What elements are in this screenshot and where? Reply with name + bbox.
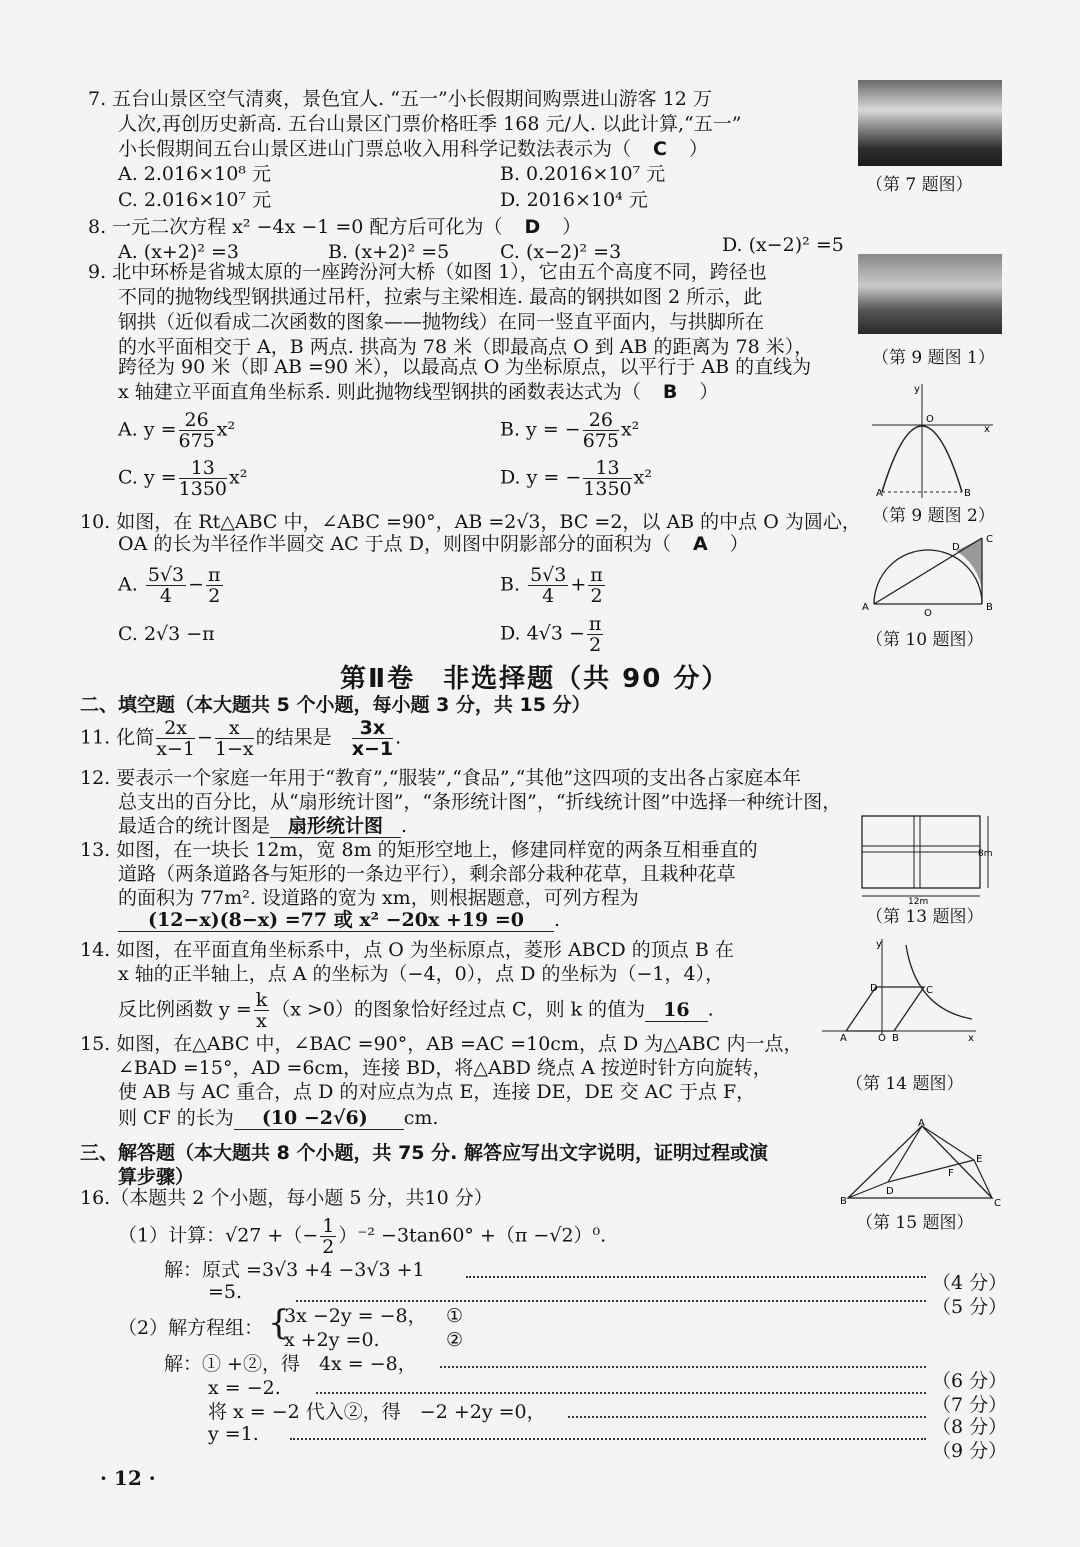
q10-line2: OA 的长为半径作半圆交 AC 于点 D，则图中阴影部分的面积为（ A ） (118, 533, 749, 555)
q15-line1: 15. 如图，在△ABC 中，∠BAC =90°，AB =AC =10cm，点 D 为△ABC 内一点， (80, 1033, 803, 1055)
q16-dots-6 (290, 1438, 926, 1440)
q16-part2-label: （2）解方程组： (118, 1317, 264, 1339)
q13-fig-height-label: 8m (978, 849, 993, 859)
q7-line1: 7. 五台山景区空气清爽，景色宜人. “五一”小长假期间购票进山游客 12 万 (88, 88, 712, 110)
q13-rectangle-figure (858, 812, 1000, 904)
q15-fig-label-c: C (994, 1198, 1001, 1209)
q11-answer-den: x−1 (351, 738, 394, 760)
q15-caption: （第 15 题图） (856, 1213, 974, 1233)
q8-option-b: B. (x+2)² =5 (328, 241, 450, 263)
q15-fig-label-a: A (918, 1118, 925, 1129)
q14-caption: （第 14 题图） (846, 1074, 964, 1094)
q7-option-a: A. 2.016×10⁸ 元 (118, 163, 271, 185)
q16-score-5: （8 分） (932, 1416, 1008, 1438)
q7-answer: C (653, 138, 667, 160)
q8-option-a: A. (x+2)² =3 (118, 241, 240, 263)
q16-part1-problem: （1）计算：√27 +（− $\frac{1}{2}$ ）⁻² −3tan60° +（π −√2）⁰. (118, 1215, 607, 1258)
q14-fig-label-y: y (876, 939, 882, 950)
q15-line2: ∠BAD =15°，AD =6cm，连接 BD，将△ABD 绕点 A 按逆时针方向旋转， (118, 1057, 772, 1079)
page-number: · 12 · (100, 1466, 156, 1490)
q9-photo (858, 254, 1002, 334)
q9-fig-label-y: y (914, 384, 920, 395)
q9-parabola-figure (868, 380, 1000, 500)
q10-fig-label-d: D (952, 542, 960, 553)
q15-triangle-figure (840, 1118, 1002, 1210)
q10-semicircle-figure (860, 530, 1000, 620)
q14-fig-label-x: x (968, 1033, 974, 1044)
q16-part2-step2: x = −2. (208, 1377, 281, 1399)
q13-line3: 的面积为 77m². 设道路的宽为 xm，则根据题意，可列方程为 (118, 887, 639, 909)
q16-dots-1 (466, 1276, 926, 1278)
q13-answer: (12−x)(8−x) =77 或 x² −20x +19 =0 (118, 909, 554, 932)
q10-caption: （第 10 题图） (866, 630, 984, 650)
q15-fig-label-f: F (948, 1168, 954, 1179)
q8-line1: 8. 一元二次方程 x² −4x −1 =0 配方后可化为（ D ） (88, 216, 582, 238)
section2-heading: 二、填空题（本大题共 5 个小题，每小题 3 分，共 15 分） (80, 694, 591, 716)
q9-option-b: B. y = − $\frac{26}{675}$ x² (500, 409, 640, 452)
q9-option-a: A. y = $\frac{26}{675}$ x² (118, 409, 236, 452)
q16-brace: { (268, 1303, 290, 1343)
q10-answer: A (692, 533, 708, 555)
q8-option-c: C. (x−2)² =3 (500, 241, 622, 263)
q9-fig-label-a: A (876, 488, 883, 499)
q12-line3: 最适合的统计图是 扇形统计图 . (118, 815, 408, 837)
q14-fig-label-c: C (926, 985, 933, 996)
q11-answer-num: 3x (352, 718, 393, 739)
q7-caption: （第 7 题图） (866, 175, 973, 195)
q9-answer: B (662, 381, 678, 403)
q15-line3: 使 AB 与 AC 重合，点 D 的对应点为点 E，连接 DE，DE 交 AC 于点 F， (118, 1081, 756, 1103)
q9-option-d: D. y = − $\frac{13}{1350}$ x² (500, 457, 652, 500)
q16-part1-step1: 解：原式 =3√3 +4 −3√3 +1 (164, 1259, 425, 1281)
q16-score-4: （7 分） (932, 1394, 1008, 1416)
q7-photo (858, 80, 1002, 166)
q13-line4: (12−x)(8−x) =77 或 x² −20x +19 =0 . (118, 908, 560, 933)
q16-dots-5 (568, 1416, 926, 1418)
q13-line1: 13. 如图，在一块长 12m，宽 8m 的矩形空地上，修建同样宽的两条互相垂直的 (80, 839, 758, 861)
section3-heading-line2: 算步骤） (118, 1166, 195, 1188)
q8-option-d: D. (x−2)² =5 (722, 234, 844, 256)
q16-eq1: 3x −2y = −8， (284, 1305, 427, 1327)
q9-line3: 钢拱（近似看成二次函数的图象——抛物线）在同一竖直平面内，与拱脚所在 (118, 311, 765, 333)
q8-answer: D (524, 216, 541, 238)
q7-line3: 小长假期间五台山景区进山门票总收入用科学记数法表示为（ C ） (118, 138, 708, 160)
part2-title: 第Ⅱ卷 非选择题（共 90 分） (340, 664, 730, 694)
q9-line1: 9. 北中环桥是省城太原的一座跨汾河大桥（如图 1），它由五个高度不同，跨径也 (88, 261, 767, 283)
q9-line4: 的水平面相交于 A，B 两点. 拱高为 78 米（即最高点 O 到 AB 的距离为 78 米）， (118, 336, 814, 358)
q16-eq2: x +2y =0. (284, 1329, 380, 1351)
q7-line2: 人次,再创历史新高. 五台山景区门票价格旺季 168 元/人. 以此计算,“五一” (118, 113, 742, 135)
q16-mark2: ② (446, 1329, 464, 1351)
section3-heading-line1: 三、解答题（本大题共 8 个小题，共 75 分. 解答应写出文字说明，证明过程或演 (80, 1142, 768, 1164)
q14-rhombus-figure (820, 935, 980, 1045)
q9-caption2: （第 9 题图 2） (872, 506, 995, 526)
q11-line: 11. 化简 $\frac{2x}{x-1}$ − $\frac{x}{1-x}$ 的结果是 $\frac{3x}{x-1}$ . (80, 717, 402, 760)
q16-dots-2 (296, 1300, 926, 1302)
q16-part2-step4: y =1. (208, 1423, 259, 1445)
q16-score-1: （4 分） (932, 1272, 1008, 1294)
q16-heading: 16.（本题共 2 个小题，每小题 5 分，共10 分） (80, 1187, 493, 1209)
q16-dots-4 (316, 1392, 926, 1394)
q9-fig-label-x: x (984, 424, 990, 435)
q13-caption: （第 13 题图） (866, 907, 984, 927)
q16-score-2: （5 分） (932, 1296, 1008, 1318)
q9-option-c: C. y = $\frac{13}{1350}$ x² (118, 457, 248, 500)
q14-answer: 16 (645, 999, 707, 1022)
q9-line2: 不同的抛物线型钢拱通过吊杆，拉索与主梁相连. 最高的钢拱如图 2 所示，此 (118, 286, 763, 308)
q14-fig-label-d: D (870, 983, 878, 994)
q15-answer: (10 −2√6) (234, 1107, 404, 1130)
q12-answer: 扇形统计图 (270, 815, 401, 838)
q14-line1: 14. 如图，在平面直角坐标系中，点 O 为坐标原点，菱形 ABCD 的顶点 B 在 (80, 939, 734, 961)
q12-line1: 12. 要表示一个家庭一年用于“教育”,“服装”,“食品”,“其他”这四项的支出各占家庭本年 (80, 767, 802, 789)
q15-fig-label-e: E (976, 1154, 983, 1165)
q16-score-6: （9 分） (932, 1440, 1008, 1462)
q7-option-d: D. 2016×10⁴ 元 (500, 189, 648, 211)
q9-fig-label-b: B (964, 488, 971, 499)
q16-score-3: （6 分） (932, 1370, 1008, 1392)
q16-mark1: ① (446, 1305, 464, 1327)
q10-fig-label-c: C (986, 534, 993, 545)
q7-option-b: B. 0.2016×10⁷ 元 (500, 163, 666, 185)
q16-part2-step1: 解：① +②，得 4x = −8， (164, 1353, 417, 1375)
q10-option-d: D. 4√3 − $\frac{\pi}{2}$ (500, 613, 602, 656)
q9-fig-label-o: O (926, 414, 934, 425)
q16-part1-step2: =5. (208, 1281, 243, 1303)
q14-fig-label-b: B (892, 1033, 899, 1044)
q7-option-c: C. 2.016×10⁷ 元 (118, 189, 272, 211)
q14-line3: 反比例函数 y = $\frac{k}{x}$ （x >0）的图象恰好经过点 C，则 k 的值为 16 . (118, 989, 714, 1032)
q14-fig-label-a: A (840, 1033, 847, 1044)
q9-caption1: （第 9 题图 1） (872, 348, 995, 368)
q13-fig-width-label: 12m (908, 897, 929, 904)
q16-dots-3 (440, 1366, 926, 1368)
q10-fig-label-b: B (986, 602, 993, 613)
q9-line6: x 轴建立平面直角坐标系. 则此抛物线型钢拱的函数表达式为（ B ） (118, 381, 719, 403)
q15-line4: 则 CF 的长为 (10 −2√6) cm. (118, 1107, 439, 1129)
q10-line1: 10. 如图，在 Rt△ABC 中，∠ABC =90°，AB =2√3，BC =2，以 AB 的中点 O 为圆心， (80, 511, 861, 533)
q10-option-c: C. 2√3 −π (118, 623, 215, 645)
q10-option-b: B. $\frac{5√3}{4}$ + $\frac{\pi}{2}$ (500, 564, 603, 607)
q14-fig-label-o: O (878, 1033, 886, 1044)
q14-line2: x 轴的正半轴上，点 A 的坐标为（−4，0），点 D 的坐标为（−1，4）， (118, 963, 725, 985)
q15-fig-label-b: B (840, 1196, 847, 1207)
q10-fig-label-o: O (924, 608, 932, 619)
q16-part2-step3: 将 x = −2 代入②，得 −2 +2y =0， (208, 1401, 546, 1423)
q13-line2: 道路（两条道路各与矩形的一条边平行），剩余部分栽种花草，且栽种花草 (118, 863, 736, 885)
q10-fig-label-a: A (862, 602, 869, 613)
q15-fig-label-d: D (886, 1186, 894, 1197)
q12-line2: 总支出的百分比，从“扇形统计图”，“条形统计图”，“折线统计图”中选择一种统计图， (118, 791, 842, 813)
q10-option-a: A. $\frac{5√3}{4}$ − $\frac{\pi}{2}$ (118, 564, 221, 607)
q9-line5: 跨径为 90 米（即 AB =90 米），以最高点 O 为坐标原点，以平行于 AB 的直线为 (118, 356, 812, 378)
